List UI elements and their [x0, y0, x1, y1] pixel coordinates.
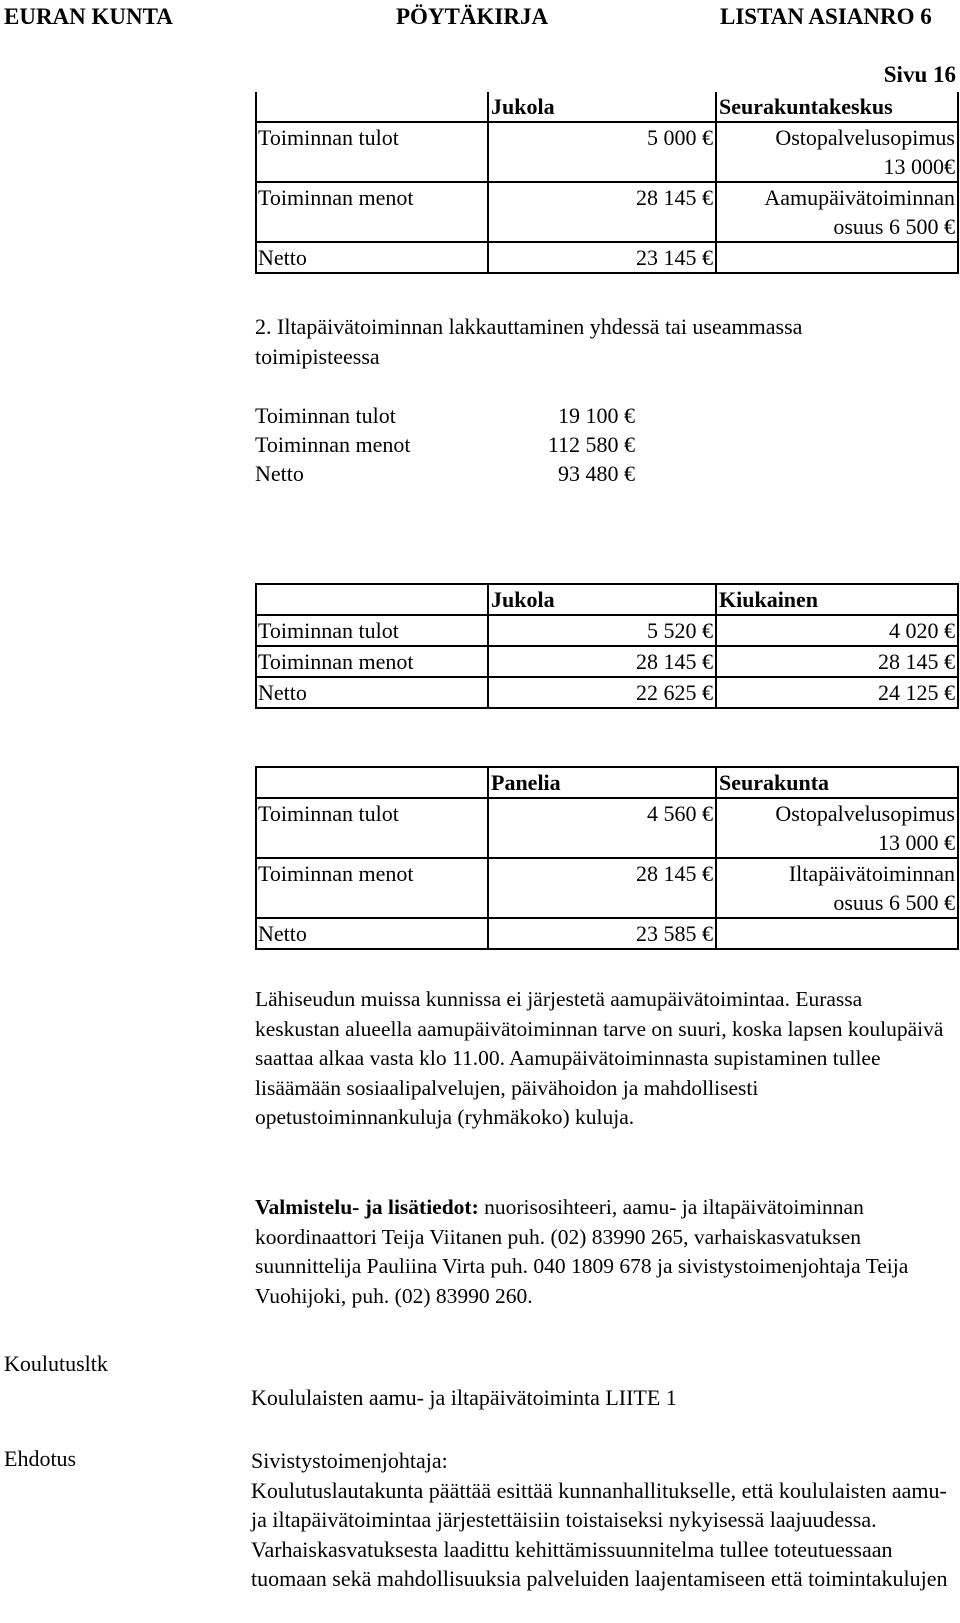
- table-row: [256, 122, 958, 182]
- cell-value: 23 585 €: [488, 918, 716, 949]
- row-label: Toiminnan tulot: [256, 798, 488, 858]
- table-row: [256, 615, 958, 646]
- cell-line: Aamupäivätoiminnan: [764, 185, 955, 210]
- row-value: 93 480 €: [558, 461, 635, 486]
- cell-value: 28 145 €: [488, 182, 716, 242]
- proposal-text: Koulutuslautakunta päättää esittää kunnanhallitukselle, että koululaisten aamu- ja iltapäivätoimintaa järjestettäisiin toistaiseksi nykyisessä laajuudessa. Varhaiskasvatuksesta laadittu kehittämissuunnitelma tullee toteutuessaan tuomaan sekä mahdollisuuksia palveluiden laajentamiseen että toimintakulujen: [251, 1477, 948, 1591]
- cell-line: Ostopalvelusopimus: [775, 125, 955, 150]
- row-label: Toiminnan menot: [256, 858, 488, 918]
- table-corner: [256, 767, 488, 798]
- document-type: PÖYTÄKIRJA: [396, 4, 549, 29]
- proposal-author: Sivistystoimenjohtaja:: [251, 1448, 448, 1473]
- column-header: Seurakuntakeskus: [716, 92, 958, 122]
- row-label: Toiminnan menot: [256, 182, 488, 242]
- column-header: Jukola: [488, 584, 716, 615]
- table-corner: [256, 92, 488, 122]
- attachment-reference: Koululaisten aamu- ja iltapäivätoiminta LIITE 1: [251, 1385, 677, 1410]
- cell-value: 23 145 €: [488, 242, 716, 273]
- cell-value: [716, 182, 958, 242]
- board-label: Koulutusltk: [4, 1351, 108, 1376]
- proposal-text-block: [251, 1446, 951, 1594]
- cost-table-jukola-seurakuntakeskus: [255, 92, 959, 274]
- column-header: Kiukainen: [716, 584, 958, 615]
- cell-value: 24 125 €: [716, 677, 958, 708]
- column-header: Panelia: [488, 767, 716, 798]
- list-item: [255, 459, 655, 488]
- cell-line: 13 000€: [883, 154, 955, 179]
- page-header: [0, 0, 960, 36]
- cell-line: Iltapäivätoiminnan: [788, 861, 955, 886]
- table-row: [256, 918, 958, 949]
- agenda-item-number: LISTAN ASIANRO 6: [720, 4, 932, 29]
- row-label: Netto: [255, 461, 304, 486]
- cell-line: osuus 6 500 €: [833, 890, 955, 915]
- cell-empty: [716, 242, 958, 273]
- row-label: Toiminnan tulot: [255, 403, 396, 428]
- cell-value: 28 145 €: [488, 858, 716, 918]
- proposal-label: Ehdotus: [4, 1446, 77, 1471]
- row-label: Netto: [256, 918, 488, 949]
- column-header: Jukola: [488, 92, 716, 122]
- table-row: [256, 242, 958, 273]
- table-row: [256, 677, 958, 708]
- row-label: Netto: [256, 242, 488, 273]
- list-item: [255, 430, 655, 459]
- row-label: Netto: [256, 677, 488, 708]
- table-corner: [256, 584, 488, 615]
- row-value: 19 100 €: [558, 403, 635, 428]
- cell-value: 28 145 €: [488, 646, 716, 677]
- column-header: Seurakunta: [716, 767, 958, 798]
- list-item: [255, 401, 655, 430]
- row-label: Toiminnan tulot: [256, 615, 488, 646]
- preparation-info: [255, 1193, 945, 1311]
- preparation-text: nuorisosihteeri, aamu- ja iltapäivätoiminnan koordinaattori Teija Viitanen puh. (02) 83990 265, varhaiskasvatuksen suunnittelija Pauliina Virta puh. 040 1809 678 ja sivistystoimenjohtaja Teija Vuohijoki, puh. (02) 83990 260.: [255, 1195, 909, 1308]
- page-number: Sivu 16: [883, 62, 956, 87]
- table-row: [256, 182, 958, 242]
- row-label: Toiminnan menot: [256, 646, 488, 677]
- cell-value: 5 000 €: [488, 122, 716, 182]
- table-row: [256, 858, 958, 918]
- cell-line: 13 000 €: [878, 830, 955, 855]
- row-value: 112 580 €: [547, 432, 635, 457]
- cost-table-panelia-seurakunta: [255, 766, 959, 950]
- preparation-label: Valmistelu- ja lisätiedot:: [255, 1195, 479, 1219]
- cell-value: 4 560 €: [488, 798, 716, 858]
- cell-value: 4 020 €: [716, 615, 958, 646]
- cell-value: [716, 122, 958, 182]
- explanation-paragraph: Lähiseudun muissa kunnissa ei järjestetä aamupäivätoimintaa. Eurassa keskustan alueella aamupäivätoiminnan tarve on suuri, koska lapsen koulupäivä saattaa alkaa vasta klo 11.00. Aamupäivätoiminnasta supistaminen tullee lisäämään sosiaalipalvelujen, päivähoidon ja mahdollisesti opetustoiminnankuluja (ryhmäkoko) kuluja.: [255, 987, 944, 1129]
- cell-line: osuus 6 500 €: [833, 214, 955, 239]
- section-title: 2. Iltapäivätoiminnan lakkauttaminen yhdessä tai useammassa toimipisteessa: [255, 314, 803, 369]
- cell-value: 22 625 €: [488, 677, 716, 708]
- cell-empty: [716, 918, 958, 949]
- cell-value: 28 145 €: [716, 646, 958, 677]
- table-row: [256, 646, 958, 677]
- cell-line: Ostopalvelusopimus: [775, 801, 955, 826]
- municipality-name: EURAN KUNTA: [4, 4, 173, 29]
- table-row: [256, 798, 958, 858]
- cost-table-jukola-kiukainen: [255, 583, 959, 709]
- cell-value: [716, 798, 958, 858]
- cell-value: [716, 858, 958, 918]
- summary-figures: [255, 401, 655, 488]
- row-label: Toiminnan menot: [255, 432, 411, 457]
- row-label: Toiminnan tulot: [256, 122, 488, 182]
- cell-value: 5 520 €: [488, 615, 716, 646]
